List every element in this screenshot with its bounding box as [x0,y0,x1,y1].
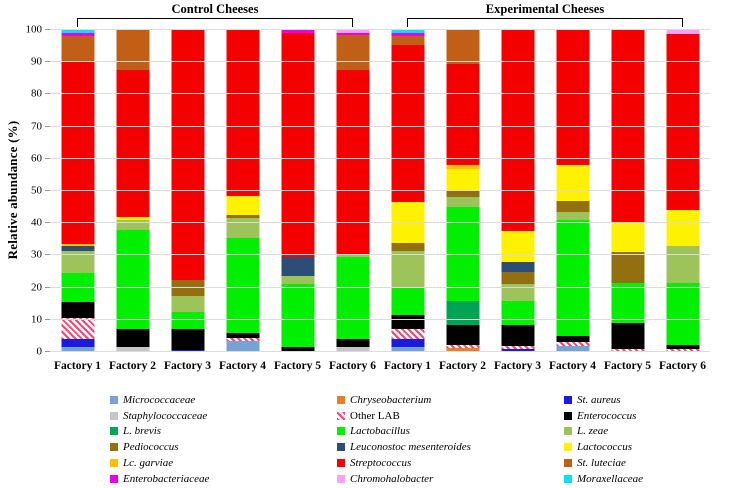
bar-segment [556,201,589,212]
legend-item [564,473,739,485]
bar-segment [611,323,644,349]
category-label: Factory 4 [549,360,596,372]
bar-segment [501,272,534,285]
y-tick-label: 60 [31,152,42,165]
bar-segment [666,210,699,245]
legend-swatch [337,427,345,435]
legend-item [337,457,564,469]
legend-swatch [337,443,345,451]
bar-segment [281,33,314,257]
bar-segment [446,197,479,207]
bar-segment [611,252,644,283]
legend-label: Other LAB [350,409,400,422]
bar-column [380,30,435,352]
category-label: Factory 3 [164,360,211,372]
bar-segment [61,318,94,339]
bar-column [545,30,600,352]
gridline-80 [50,93,710,94]
bar-segment [391,45,424,202]
category-label: Factory 5 [274,360,321,372]
gridline-20 [50,287,710,288]
bar-segment [281,276,314,284]
bar-segment [171,312,204,330]
legend-label: Staphylococcaceae [123,409,208,422]
bar-column [490,30,545,352]
y-tick-label: 70 [31,120,42,133]
y-tick-label: 100 [25,23,42,36]
group-title-experimental: Experimental Cheeses [485,2,605,16]
bar-segment [391,339,424,347]
group-bracket-control [77,18,353,27]
y-axis-tick-labels [0,23,44,358]
legend-item [337,473,564,485]
bar-segment [556,165,589,200]
category-label: Factory 1 [384,360,431,372]
legend-label: Pediococcus [123,441,179,454]
bar-segment [611,223,644,252]
y-tick-label: 20 [31,281,42,294]
stacked-bar [666,30,699,352]
bar-segment [116,329,149,347]
legend-item [564,425,739,437]
bar-segment [501,231,534,262]
legend-swatch [337,459,345,467]
bar-segment [446,169,479,192]
gridline-90 [50,61,710,62]
bar-segment [281,257,314,276]
bar-segment [116,30,149,70]
legend-swatch [110,412,118,420]
bar-segment [556,30,589,165]
legend-label: Streptococcus [350,457,412,470]
legend-item [110,473,337,485]
bar-segment [501,325,534,346]
stacked-bar [446,30,479,352]
bar-column [655,30,710,352]
legend-item [110,410,337,422]
stacked-bar [391,30,424,352]
bar-column [325,30,380,352]
y-tick-label: 50 [31,184,42,197]
legend-swatch [110,396,118,404]
bar-segment [666,246,699,283]
stacked-bar [501,30,534,352]
legend-swatch [564,396,572,404]
bar-segment [446,30,479,64]
gridline-50 [50,190,710,191]
legend-swatch [564,459,572,467]
category-label: Factory 5 [604,360,651,372]
plot-area [50,30,710,352]
legend-swatch [337,396,345,404]
chart-legend [110,392,739,487]
bar-column [600,30,655,352]
bar-segment [61,62,94,243]
bar-segment [336,257,369,339]
legend-label: L. brevis [123,425,162,438]
group-title-control: Control Cheeses [171,2,259,16]
bar-segment [391,251,424,288]
bar-segment [446,325,479,345]
category-label: Factory 2 [109,360,156,372]
category-label: Factory 1 [54,360,101,372]
bar-segment [336,339,369,347]
group-bracket-experimental [407,18,683,27]
bar-column [270,30,325,352]
stacked-bar [336,30,369,352]
legend-item [564,457,739,469]
bar-segment [501,262,534,272]
stacked-bar [611,30,644,352]
bar-segment [391,243,424,251]
bar-segment [171,30,204,280]
y-tick-label: 10 [31,313,42,326]
bar-column [160,30,215,352]
bar-segment [611,283,644,323]
bar-column [105,30,160,352]
bar-segment [61,36,94,63]
legend-label: Lactobacillus [350,425,410,438]
bar-segment [171,329,204,349]
y-tick-label: 0 [36,345,42,358]
legend-item [337,410,564,422]
bar-segment [391,288,424,315]
legend-label: Lactococcus [577,441,632,454]
bar-segment [116,70,149,217]
legend-swatch [110,427,118,435]
y-tick-label: 90 [31,55,42,68]
legend-item [110,457,337,469]
legend-label: Chromohalobacter [350,472,434,485]
legend-item [110,425,337,437]
bar-segment [61,302,94,318]
bar-segment [391,36,424,46]
legend-swatch [564,443,572,451]
legend-label: Micrococcaceae [123,393,196,406]
legend-swatch [337,412,345,420]
stacked-bar [61,30,94,352]
gridline-60 [50,158,710,159]
stacked-bar [226,30,259,352]
category-label: Factory 3 [494,360,541,372]
category-label: Factory 2 [439,360,486,372]
bar-column [435,30,490,352]
legend-swatch [564,412,572,420]
stacked-bar [116,30,149,352]
y-tick-label: 80 [31,87,42,100]
y-tick-label: 30 [31,248,42,261]
stacked-bar [171,30,204,352]
legend-item [337,441,564,453]
category-label: Factory 6 [329,360,376,372]
bar-segment [556,212,589,220]
legend-label: Leuconostoc mesenteroides [350,441,471,454]
legend-label: Lc. garviae [123,457,174,470]
bar-segment [666,283,699,345]
stacked-bar [281,30,314,352]
legend-swatch [110,459,118,467]
gridline-100 [50,29,710,30]
bars-layer [50,30,710,352]
bar-segment [281,284,314,347]
bar-column [50,30,105,352]
legend-item [564,410,739,422]
stacked-bar [556,30,589,352]
bar-segment [61,273,94,302]
legend-item [564,441,739,453]
bar-column [215,30,270,352]
category-label: Factory 4 [219,360,266,372]
legend-item [110,394,337,406]
bar-segment [116,230,149,330]
legend-label: Chryseobacterium [350,393,432,406]
legend-swatch [564,427,572,435]
legend-swatch [110,443,118,451]
legend-label: St. luteciae [577,457,626,470]
bar-segment [336,70,369,254]
legend-item [337,394,564,406]
legend-item [337,425,564,437]
gridline-30 [50,254,710,255]
bar-segment [611,30,644,223]
legend-label: L. zeae [577,425,609,438]
y-tick-label: 40 [31,216,42,229]
legend-label: Enterobacteriaceae [123,472,210,485]
legend-swatch [564,475,572,483]
bar-segment [61,339,94,347]
legend-label: St. aureus [577,393,621,406]
bar-segment [171,280,204,296]
gridline-10 [50,319,710,320]
x-axis-category-labels [50,360,710,372]
bar-segment [226,30,259,196]
gridline-0 [50,351,710,352]
bar-segment [171,296,204,312]
bar-segment [391,315,424,329]
category-label: Factory 6 [659,360,706,372]
bar-segment [391,329,424,339]
legend-label: Moraxellaceae [577,472,643,485]
y-axis-title: Relative abundance (%) [5,120,20,260]
legend-swatch [110,475,118,483]
bar-segment [501,301,534,325]
bar-segment [226,196,259,215]
legend-item [564,394,739,406]
gridline-40 [50,222,710,223]
bar-segment [446,301,479,325]
bar-segment [336,35,369,70]
legend-swatch [337,475,345,483]
bar-segment [446,64,479,165]
legend-item [110,441,337,453]
gridline-70 [50,126,710,127]
legend-label: Enterococcus [577,409,637,422]
